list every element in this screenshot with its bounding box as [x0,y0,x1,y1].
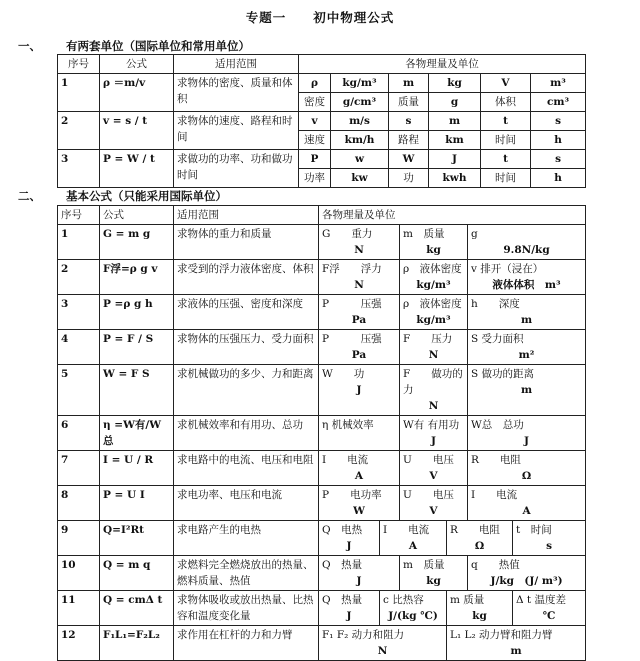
row-number: 1 [58,74,100,112]
quantity-unit-si: m³ [531,74,586,93]
quantity-unit-common: cm³ [531,93,586,112]
quantity-cell [468,416,586,451]
section1-number: 一、 [18,39,41,53]
quantity-name: 质量 [389,93,429,112]
quantity-cell [447,626,586,661]
section2-number: 二、 [18,189,41,203]
row-number: 6 [58,416,100,451]
quantity-name: 功率 [299,169,331,188]
table-row [58,74,586,93]
quantity-name: g [471,228,478,240]
quantity-cell [319,225,400,260]
quantity-unit: A [522,505,531,517]
quantity-name: 速度 [299,131,331,150]
table-row [58,556,586,591]
quantity-name: ρ 液体密度 [403,298,462,310]
quantity-unit-common: kw [331,169,389,188]
quantity-symbol: ρ [299,74,331,93]
quantity-name: Q 电热 [322,524,363,536]
page-title: 专题一 初中物理公式 [245,10,395,25]
quantity-name: 路程 [389,131,429,150]
quantity-unit-common: h [531,169,586,188]
quantity-name: 密度 [299,93,331,112]
quantity-unit-si: m/s [331,112,389,131]
row-formula: P = W / t [100,150,174,188]
quantity-name: v 排开（浸在） [471,263,544,275]
quantity-unit: A [354,470,364,482]
quantity-symbol: P [299,150,331,169]
quantity-unit-common: km/h [331,131,389,150]
row-formula: η =W有/W总 [100,416,174,451]
table-row [58,521,586,556]
quantity-unit: V [429,470,438,482]
quantity-unit-common: km [429,131,481,150]
quantity-name: R 电阻 [471,454,521,466]
quantity-cell [468,225,586,260]
quantity-unit: kg/m³ [416,279,451,291]
quantity-unit: N [377,645,388,657]
table-row [58,451,586,486]
quantity-name: m 质量 [403,228,445,240]
quantity-cell [319,591,380,626]
quantity-unit: s [546,540,552,552]
quantity-name: F₁ F₂ 动力和阻力 [322,629,405,641]
quantity-name: Q 热量 [322,594,363,606]
row-scope: 求受到的浮力液体密度、体积 [174,260,319,295]
quantity-cell [468,556,586,591]
quantity-name: q 热值 [471,559,520,571]
quantity-cell [319,521,380,556]
quantity-unit: kg/m³ [416,314,451,326]
quantity-unit: m [520,384,533,396]
row-number: 2 [58,260,100,295]
quantity-unit: V [429,505,438,517]
quantity-name: F 做功的力 [403,368,463,396]
quantity-cell [468,330,586,365]
quantity-cell [319,556,400,591]
quantity-name: W 功 [322,368,365,380]
quantity-cell [319,416,400,451]
row-scope: 求机械做功的多少、力和距离 [174,365,319,416]
quantity-name: R 电阻 [450,524,500,536]
quantity-cell [513,591,586,626]
row-scope: 求电路中的电流、电压和电阻 [174,451,319,486]
quantity-cell [400,260,468,295]
table-row [58,591,586,626]
header-cell: 公式 [100,206,174,225]
quantity-cell [400,556,468,591]
quantity-unit: J [431,435,436,447]
quantity-cell [468,295,586,330]
quantity-unit-common: kwh [429,169,481,188]
quantity-cell [447,521,513,556]
row-number: 8 [58,486,100,521]
quantity-unit-si: m [429,112,481,131]
row-number: 1 [58,225,100,260]
quantity-name: L₁ L₂ 动力臂和阻力臂 [450,629,553,641]
table-basic-formulas [57,205,586,661]
header-cell: 适用范围 [174,206,319,225]
row-scope: 求物体吸收或放出热量、比热容和温度变化量 [174,591,319,626]
quantity-cell [400,416,468,451]
quantity-unit: m [510,645,522,657]
quantity-name: 时间 [481,169,531,188]
header-cell: 序号 [58,55,100,74]
quantity-name: I 电流 [471,489,518,501]
quantity-name: ρ 液体密度 [403,263,462,275]
quantity-unit: ℃ [542,610,556,622]
quantity-name: m 质量 [403,559,445,571]
quantity-name: 时间 [481,131,531,150]
quantity-unit-si: w [331,150,389,169]
quantity-cell [319,365,400,416]
quantity-name: F 压力 [403,333,453,345]
quantity-cell [468,260,586,295]
quantity-cell [400,225,468,260]
quantity-unit: J [346,610,352,622]
quantity-symbol: v [299,112,331,131]
quantity-cell [400,365,468,416]
quantity-unit: Pa [351,349,367,361]
quantity-unit: kg [472,610,487,622]
quantity-name: S 受力面积 [471,333,524,345]
row-scope: 求机械效率和有用功、总功 [174,416,319,451]
table-header-row [58,206,586,225]
quantity-cell [319,486,400,521]
quantity-unit: Ω [474,540,485,552]
table-row [58,365,586,416]
quantity-cell [400,486,468,521]
row-scope: 求液体的压强、密度和深度 [174,295,319,330]
row-formula: Q=I²Rt [100,521,174,556]
row-formula: Q = cmΔ t [100,591,174,626]
quantity-unit: J/kg (J/ m³) [490,575,563,587]
quantity-unit: 液体体积 m³ [492,279,561,291]
quantity-unit-si: J [429,150,481,169]
header-cell: 公式 [100,55,174,74]
row-number: 10 [58,556,100,591]
row-formula: v = s / t [100,112,174,150]
table-row [58,416,586,451]
row-number: 11 [58,591,100,626]
row-formula: P =ρ g h [100,295,174,330]
row-formula: P = F / S [100,330,174,365]
row-formula: G = m g [100,225,174,260]
row-scope: 求电功率、电压和电流 [174,486,319,521]
quantity-unit: J/(kg ℃) [388,610,438,622]
quantity-unit-si: s [531,112,586,131]
quantity-cell [319,451,400,486]
table-row [58,260,586,295]
quantity-unit: J [356,575,362,587]
quantity-name: U 电压 [403,454,454,466]
quantity-unit-si: kg/m³ [331,74,389,93]
row-formula: W = F S [100,365,174,416]
quantity-cell [400,330,468,365]
quantity-cell [400,295,468,330]
quantity-unit: A [408,540,418,552]
quantity-unit: 9.8N/kg [503,244,550,256]
quantity-unit: m² [518,349,535,361]
quantity-name: P 压强 [322,333,382,345]
quantity-name: W有 有用功 [403,419,460,431]
quantity-cell [319,330,400,365]
row-scope: 求电路产生的电热 [174,521,319,556]
quantity-unit: Pa [351,314,367,326]
quantity-name: h 深度 [471,298,520,310]
quantity-cell [468,365,586,416]
header-cell: 适用范围 [174,55,299,74]
header-cell: 序号 [58,206,100,225]
header-cell: 各物理量及单位 [319,206,586,225]
table-row [58,225,586,260]
quantity-cell [447,591,513,626]
quantity-symbol: t [481,150,531,169]
quantity-name: 体积 [481,93,531,112]
row-formula: Q = m q [100,556,174,591]
quantity-symbol: t [481,112,531,131]
table-row [58,330,586,365]
quantity-name: t 时间 [516,524,552,536]
row-formula: F浮=ρ g v [100,260,174,295]
quantity-name: I 电流 [322,454,369,466]
row-scope: 求燃料完全燃烧放出的热量、燃料质量、热值 [174,556,319,591]
quantity-symbol: W [389,150,429,169]
quantity-name: η 机械效率 [322,419,374,431]
table-units [57,54,586,188]
quantity-unit: J [524,435,530,447]
section1-heading: 有两套单位（国际单位和常用单位） [66,39,250,53]
row-scope: 求做功的功率、功和做功时间 [174,150,299,188]
quantity-cell [319,626,447,661]
quantity-name: I 电流 [383,524,430,536]
table-row [58,486,586,521]
row-formula: F₁L₁=F₂L₂ [100,626,174,661]
quantity-name: m 质量 [450,594,485,606]
quantity-symbol: m [389,74,429,93]
row-number: 4 [58,330,100,365]
quantity-unit-common: h [531,131,586,150]
quantity-unit-common: g [429,93,481,112]
row-scope: 求物体的速度、路程和时间 [174,112,299,150]
quantity-unit: W [353,505,365,517]
quantity-cell [380,521,447,556]
table-row [58,295,586,330]
row-scope: 求物体的压强压力、受力面积 [174,330,319,365]
row-formula: P = U I [100,486,174,521]
quantity-name: P 电功率 [322,489,382,501]
row-number: 12 [58,626,100,661]
row-scope: 求物体的重力和质量 [174,225,319,260]
quantity-unit-si: kg [429,74,481,93]
quantity-name: U 电压 [403,489,454,501]
row-formula: ρ ＝m/v [100,74,174,112]
table-row [58,150,586,169]
quantity-name: 功 [389,169,429,188]
quantity-cell [319,295,400,330]
quantity-unit: m [520,314,533,326]
section2-heading: 基本公式（只能采用国际单位） [66,189,227,203]
quantity-unit: N [354,244,364,256]
quantity-unit: N [428,400,439,412]
row-number: 3 [58,150,100,188]
quantity-unit: Ω [521,470,532,482]
table-header-row [58,55,586,74]
row-number: 3 [58,295,100,330]
quantity-symbol: V [481,74,531,93]
row-number: 7 [58,451,100,486]
quantity-name: c 比热容 [383,594,424,606]
quantity-symbol: s [389,112,429,131]
quantity-name: F浮 浮力 [322,263,382,275]
quantity-name: W总 总功 [471,419,524,431]
quantity-cell [319,260,400,295]
quantity-cell [468,486,586,521]
quantity-unit: J [356,384,362,396]
quantity-name: P 压强 [322,298,382,310]
quantity-unit: N [428,349,439,361]
quantity-cell [380,591,447,626]
quantity-unit: J [346,540,352,552]
quantity-unit-common: g/cm³ [331,93,389,112]
quantity-unit: kg [426,575,441,587]
quantity-name: G 重力 [322,228,373,240]
table-row [58,112,586,131]
row-scope: 求物体的密度、质量和体积 [174,74,299,112]
quantity-name: Q 热量 [322,559,363,571]
quantity-cell [468,451,586,486]
row-number: 2 [58,112,100,150]
quantity-unit: kg [426,244,441,256]
row-number: 9 [58,521,100,556]
table-row [58,626,586,661]
quantity-name: Δ t 温度差 [516,594,566,606]
row-formula: I = U / R [100,451,174,486]
quantity-unit-si: s [531,150,586,169]
quantity-cell [513,521,586,556]
quantity-cell [400,451,468,486]
row-scope: 求作用在杠杆的力和力臂 [174,626,319,661]
quantity-unit: N [354,279,364,291]
header-cell: 各物理量及单位 [299,55,586,74]
quantity-name: S 做功的距离 [471,368,535,380]
row-number: 5 [58,365,100,416]
